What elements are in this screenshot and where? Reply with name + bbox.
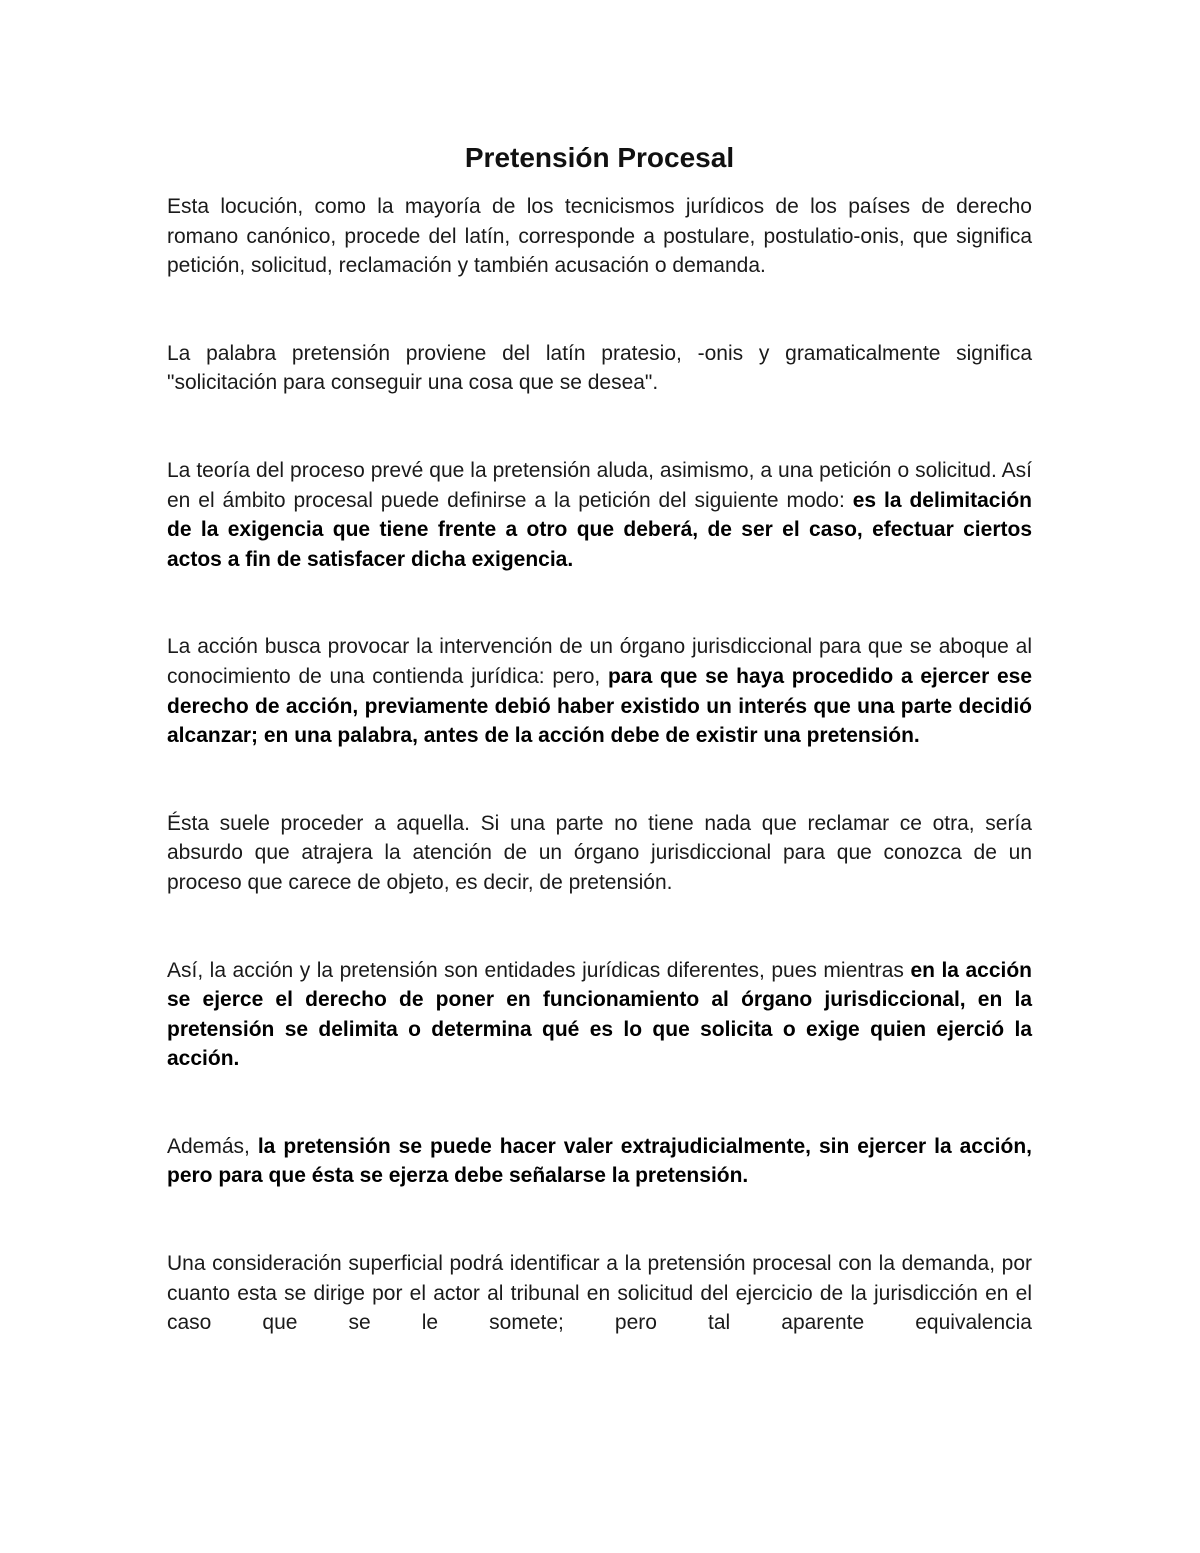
paragraph-4-bold-text: para que se haya procedido a ejercer ese derecho de acción, previamente debió haber existido un interés que una parte decidió alcanzar; en una palabra, antes de la acción debe de existir una pretensión.	[167, 664, 1033, 748]
paragraph-7	[167, 1132, 1032, 1191]
paragraph-5	[167, 809, 1032, 898]
paragraph-1-text: Esta locución, como la mayoría de los tecnicismos jurídicos de los países de derecho romano canónico, procede del latín, corresponde a postulare, postulatio-onis, que significa petición, solicitud, reclamación y también acusación o demanda.	[167, 195, 1032, 278]
paragraph-6	[167, 956, 1032, 1074]
paragraph-7-bold-text: la pretensión se puede hacer valer extrajudicialmente, sin ejercer la acción, pero para que ésta se ejerza debe señalarse la pretensión.	[167, 1134, 1032, 1188]
paragraph-2	[167, 339, 1032, 398]
paragraph-8-text: Una consideración superficial podrá identificar a la pretensión procesal con la demanda, por cuanto esta se dirige por el actor al tribunal en solicitud del ejercicio de la jurisdicción en el caso que se le somete; pero tal aparente equivalencia	[167, 1252, 1032, 1335]
paragraph-8	[167, 1249, 1032, 1338]
paragraph-6-bold-text: en la acción se ejerce el derecho de poner en funcionamiento al órgano jurisdiccional, en la pretensión se delimita o determina qué es lo que solicita o exige quien ejerció la acción.	[167, 958, 1032, 1071]
paragraph-3-bold-text: es la delimitación de la exigencia que tiene frente a otro que deberá, de ser el caso, efectuar ciertos actos a fin de satisfacer dicha exigencia.	[167, 488, 1032, 571]
paragraph-4-text: La acción busca provocar la intervención de un órgano jurisdiccional para que se aboque al conocimiento de una contienda jurídica: pero,	[167, 635, 1032, 688]
document-title: Pretensión Procesal	[464, 142, 735, 173]
paragraph-1	[167, 192, 1032, 281]
document-page	[167, 138, 1032, 1396]
paragraph-3-text: La teoría del proceso prevé que la pretensión aluda, asimismo, a una petición o solicitud. Así en el ámbito procesal puede definirse a la petición del siguiente modo:	[167, 458, 1032, 512]
paragraph-5-text: Ésta suele proceder a aquella. Si una parte no tiene nada que reclamar ce otra, sería absurdo que atrajera la atención de un órgano jurisdiccional para que conozca de un proceso que carece de objeto, es decir, de pretensión.	[167, 811, 1032, 894]
paragraph-7-text: Además,	[167, 1134, 258, 1158]
paragraph-3	[167, 456, 1032, 574]
paragraph-2-text: La palabra pretensión proviene del latín pratesio, -onis y gramaticalmente significa "solicitación para conseguir una cosa que se desea".	[167, 341, 1032, 395]
paragraph-4	[167, 632, 1032, 750]
paragraph-6-text: Así, la acción y la pretensión son entidades jurídicas diferentes, pues mientras	[167, 958, 911, 982]
